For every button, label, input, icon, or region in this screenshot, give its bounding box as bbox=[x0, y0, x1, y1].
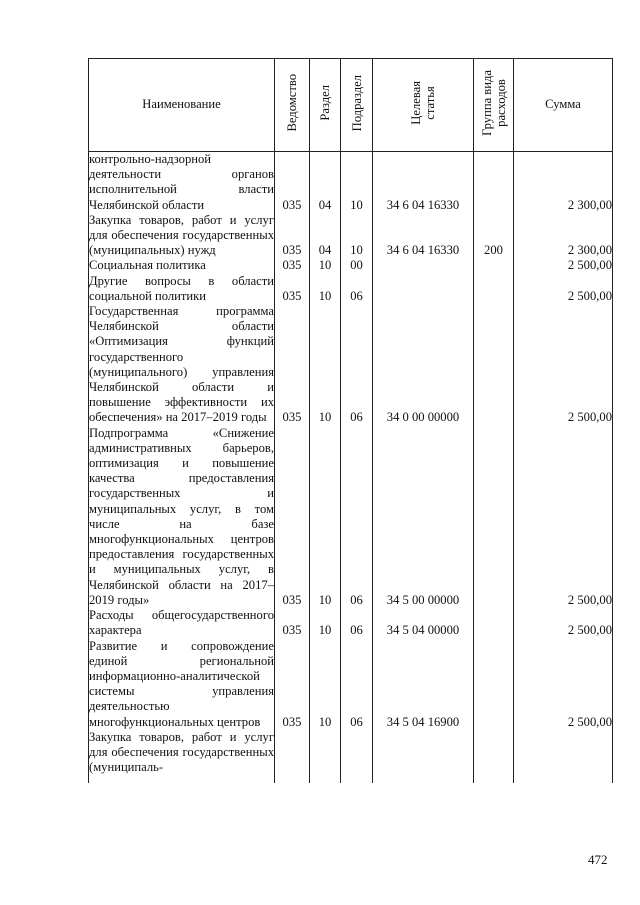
row-section: 10 bbox=[310, 608, 341, 638]
row-group bbox=[474, 304, 514, 426]
row-name: Другие вопросы в области социальной политики bbox=[89, 273, 274, 303]
row-sum: 2 500,00 bbox=[514, 274, 613, 304]
row-group: 200 bbox=[474, 213, 514, 259]
row-target bbox=[373, 730, 474, 783]
row-section: 10 bbox=[310, 304, 341, 426]
row-sum bbox=[514, 730, 613, 783]
row-sum: 2 500,00 bbox=[514, 639, 613, 730]
row-target: 34 0 00 00000 bbox=[373, 304, 474, 426]
row-name: Закупка товаров, работ и услуг для обеспечения государственных (муниципаль- bbox=[89, 730, 275, 783]
row-subsection bbox=[341, 730, 373, 783]
row-subsection: 10 bbox=[341, 213, 373, 259]
header-dept: Ведомство bbox=[275, 59, 310, 152]
header-sum: Сумма bbox=[514, 59, 613, 152]
row-section: 10 bbox=[310, 274, 341, 304]
row-name: Развитие и сопровождение единой региональной информационно-аналитической системы управления деятельностью многофункциональных центров bbox=[89, 638, 274, 729]
table-row bbox=[89, 213, 613, 259]
row-section: 04 bbox=[310, 213, 341, 259]
row-target: 34 6 04 16330 bbox=[373, 152, 474, 213]
row-section: 10 bbox=[310, 258, 341, 273]
budget-table bbox=[88, 58, 613, 783]
row-group bbox=[474, 608, 514, 638]
row-section: 10 bbox=[310, 639, 341, 730]
row-section bbox=[310, 730, 341, 783]
row-sum: 2 300,00 bbox=[514, 152, 613, 213]
table-row bbox=[89, 639, 613, 730]
row-name: Социальная политика bbox=[89, 258, 275, 273]
row-name: Подпрограмма «Снижение административных барьеров, оптимизация и повышение качества предоставления государственных и муниципальных услуг, в том числе на базе многофункциональных центров предоставления государственных и муниципальных услуг, в Челябинской области на 2017–2019 годы» bbox=[89, 425, 274, 607]
row-subsection: 00 bbox=[341, 258, 373, 273]
row-subsection: 06 bbox=[341, 639, 373, 730]
row-subsection: 06 bbox=[341, 608, 373, 638]
row-name: контрольно-надзорной деятельности органов исполнительной власти Челябинской области bbox=[89, 152, 274, 212]
row-sum: 2 500,00 bbox=[514, 258, 613, 273]
table-row bbox=[89, 730, 613, 783]
row-dept: 035 bbox=[275, 608, 310, 638]
row-name: Расходы общегосударственного характера bbox=[89, 608, 274, 638]
row-group bbox=[474, 152, 514, 213]
row-sum: 2 500,00 bbox=[514, 304, 613, 426]
table-row bbox=[89, 258, 613, 273]
row-subsection: 06 bbox=[341, 304, 373, 426]
table-row bbox=[89, 426, 613, 608]
header-expense-group: Группа вида расходов bbox=[474, 59, 514, 152]
row-name: Закупка товаров, работ и услуг для обеспечения государственных (муниципальных) нужд bbox=[89, 212, 274, 258]
row-dept: 035 bbox=[275, 639, 310, 730]
row-dept: 035 bbox=[275, 152, 310, 213]
table-row bbox=[89, 152, 613, 213]
header-name: Наименование bbox=[89, 59, 275, 152]
row-subsection: 06 bbox=[341, 274, 373, 304]
row-target bbox=[373, 274, 474, 304]
row-group bbox=[474, 426, 514, 608]
row-target: 34 5 04 00000 bbox=[373, 608, 474, 638]
row-name: Государственная программа Челябинской области «Оптимизация функций государственного (муниципального) управления Челябинской области и повышение эффективности их обеспечения» на 2017–2019 годы bbox=[89, 304, 274, 425]
row-sum: 2 300,00 bbox=[514, 213, 613, 259]
table-row bbox=[89, 608, 613, 638]
row-group bbox=[474, 258, 514, 273]
row-dept: 035 bbox=[275, 426, 310, 608]
row-target: 34 5 00 00000 bbox=[373, 426, 474, 608]
row-group bbox=[474, 639, 514, 730]
row-section: 04 bbox=[310, 152, 341, 213]
row-group bbox=[474, 274, 514, 304]
page-number: 472 bbox=[588, 852, 608, 867]
row-target: 34 6 04 16330 bbox=[373, 213, 474, 259]
row-dept bbox=[275, 730, 310, 783]
header-target: Целевая статья bbox=[373, 59, 474, 152]
row-group bbox=[474, 730, 514, 783]
row-target bbox=[373, 258, 474, 273]
row-dept: 035 bbox=[275, 274, 310, 304]
header-subsection: Подраздел bbox=[341, 59, 373, 152]
table-header-row bbox=[89, 59, 613, 152]
table-row bbox=[89, 304, 613, 426]
row-subsection: 10 bbox=[341, 152, 373, 213]
header-section: Раздел bbox=[310, 59, 341, 152]
row-dept: 035 bbox=[275, 304, 310, 426]
row-sum: 2 500,00 bbox=[514, 426, 613, 608]
row-target: 34 5 04 16900 bbox=[373, 639, 474, 730]
table-row bbox=[89, 274, 613, 304]
row-subsection: 06 bbox=[341, 426, 373, 608]
row-dept: 035 bbox=[275, 213, 310, 259]
row-dept: 035 bbox=[275, 258, 310, 273]
row-section: 10 bbox=[310, 426, 341, 608]
row-sum: 2 500,00 bbox=[514, 608, 613, 638]
